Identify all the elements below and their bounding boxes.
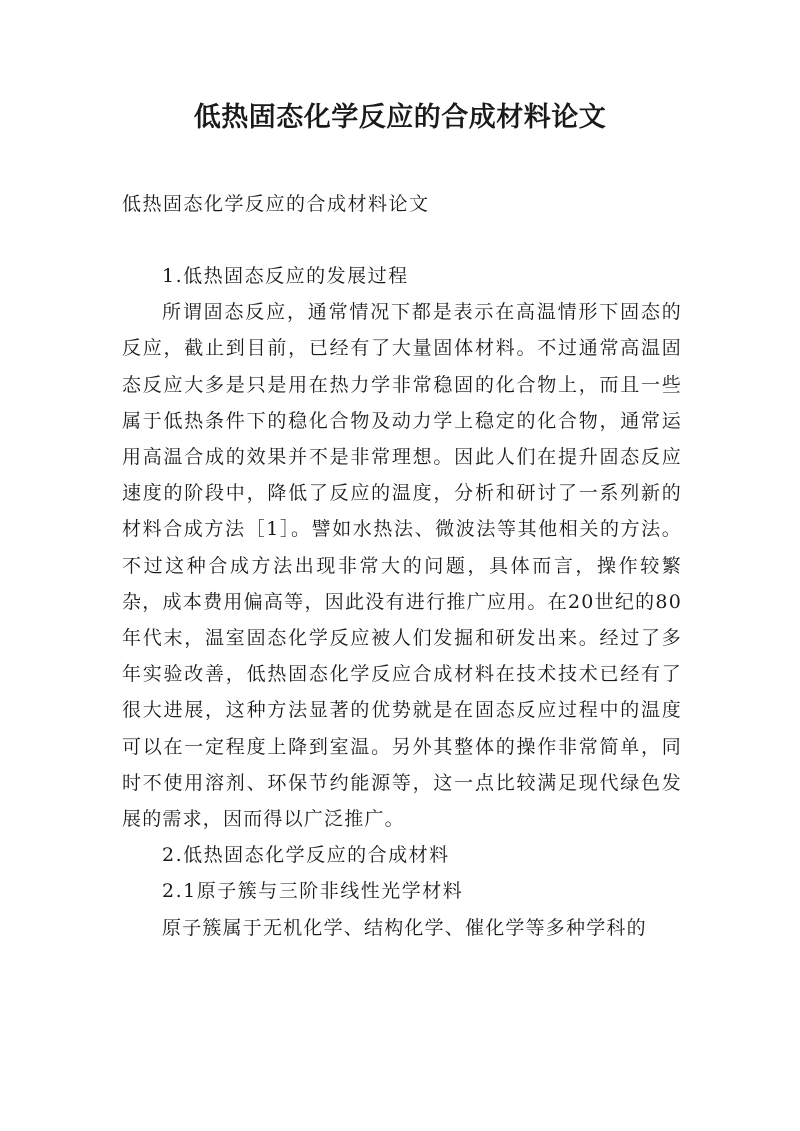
document-body <box>122 258 682 946</box>
document-title: 低热固态化学反应的合成材料论文 <box>193 102 607 133</box>
section-heading-1: 1.低热固态反应的发展过程 <box>162 265 409 287</box>
body-paragraph-1: 所谓固态反应，通常情况下都是表示在高温情形下固态的反应，截止到目前，已经有了大量固体材料。不过通常高温固态反应大多是只是用在热力学非常稳固的化合物上，而且一些属于低热条件下的稳化合物及动力学上稳定的化合物，通常运用高温合成的效果并不是非常理想。因此人们在提升固态反应速度的阶段中，降低了反应的温度，分析和研讨了一系列新的材料合成方法［1］。譬如水热法、微波法等其他相关的方法。不过这种合成方法出现非常大的问题，具体而言，操作较繁杂，成本费用偏高等，因此没有进行推广应用。在20世纪的80年代末，温室固态化学反应被人们发掘和研发出来。经过了多年实验改善，低热固态化学反应合成材料在技术技术已经有了很大进展，这种方法显著的优势就是在固态反应过程中的温度可以在一定程度上降到室温。另外其整体的操作非常简单，同时不使用溶剂、环保节约能源等，这一点比较满足现代绿色发展的需求，因而得以广泛推广。 <box>122 301 682 831</box>
document-subtitle: 低热固态化学反应的合成材料论文 <box>122 193 430 215</box>
section-heading-2: 2.低热固态化学反应的合成材料 <box>162 844 450 867</box>
body-paragraph-2: 原子簇属于无机化学、结构化学、催化学等多种学科的 <box>162 916 647 939</box>
subsection-heading-2-1: 2.1原子簇与三阶非线性光学材料 <box>162 880 464 903</box>
